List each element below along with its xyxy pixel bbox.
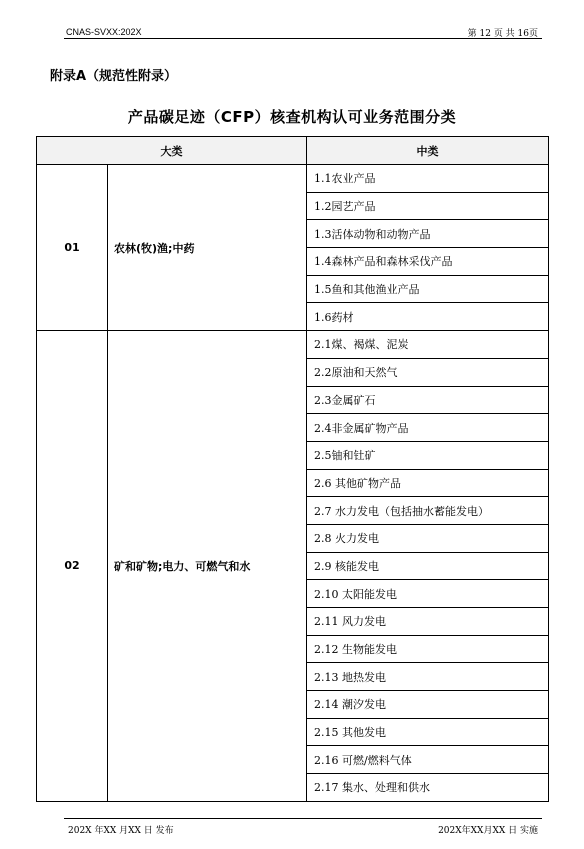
sub-category-item: 2.17 集水、处理和供水 [307, 774, 549, 802]
publish-date: 202X 年XX 月XX 日 发布 [68, 826, 174, 836]
sub-category-item: 1.5鱼和其他渔业产品 [307, 275, 549, 303]
sub-category-item: 1.6药材 [307, 303, 549, 331]
major-category-name: 矿和矿物;电力、可燃气和水 [108, 331, 307, 802]
sub-category-item: 2.8 火力发电 [307, 524, 549, 552]
sub-category-item: 2.10 太阳能发电 [307, 580, 549, 608]
sub-category-item: 2.9 核能发电 [307, 552, 549, 580]
sub-category-item: 2.13 地热发电 [307, 663, 549, 691]
sub-category-item: 2.12 生物能发电 [307, 635, 549, 663]
sub-category-item: 2.6 其他矿物产品 [307, 469, 549, 497]
category-code: 01 [37, 165, 108, 331]
column-header-major-label: 大类 [160, 144, 183, 158]
table-row [37, 331, 549, 359]
sub-category-item: 2.16 可燃/燃料气体 [307, 746, 549, 774]
sub-category-item: 2.7 水力发电（包括抽水蓄能发电） [307, 497, 549, 525]
sub-category-item: 2.2原油和天然气 [307, 358, 549, 386]
sub-category-item: 2.15 其他发电 [307, 718, 549, 746]
table-header-row [37, 137, 549, 165]
column-header-sub [307, 137, 549, 165]
implement-date: 202X年XX月XX 日 实施 [438, 826, 538, 836]
page-number: 第 12 页 共 16页 [467, 29, 538, 39]
sub-category-item: 1.1农业产品 [307, 165, 549, 193]
table-body [37, 165, 549, 802]
sub-category-item: 1.2园艺产品 [307, 192, 549, 220]
scope-classification-table [36, 136, 549, 802]
sub-category-item: 1.3活体动物和动物产品 [307, 220, 549, 248]
sub-category-item: 2.11 风力发电 [307, 608, 549, 636]
category-code: 02 [37, 331, 108, 802]
header-divider [64, 38, 542, 39]
page-title: 产品碳足迹（CFP）核查机构认可业务范围分类 [127, 108, 457, 126]
sub-category-item: 2.1煤、褐煤、泥炭 [307, 331, 549, 359]
column-header-major [37, 137, 307, 165]
column-header-sub-label: 中类 [416, 144, 439, 158]
table-row [37, 165, 549, 193]
major-category-name: 农林(牧)渔;中药 [108, 165, 307, 331]
sub-category-item: 2.14 潮汐发电 [307, 691, 549, 719]
appendix-heading: 附录A（规范性附录） [50, 69, 178, 84]
footer-divider [64, 818, 542, 819]
document-code: CNAS-SVXX:202X [66, 27, 142, 37]
sub-category-item: 2.5铀和钍矿 [307, 441, 549, 469]
sub-category-item: 2.3金属矿石 [307, 386, 549, 414]
sub-category-item: 2.4非金属矿物产品 [307, 414, 549, 442]
sub-category-item: 1.4森林产品和森林采伐产品 [307, 248, 549, 276]
